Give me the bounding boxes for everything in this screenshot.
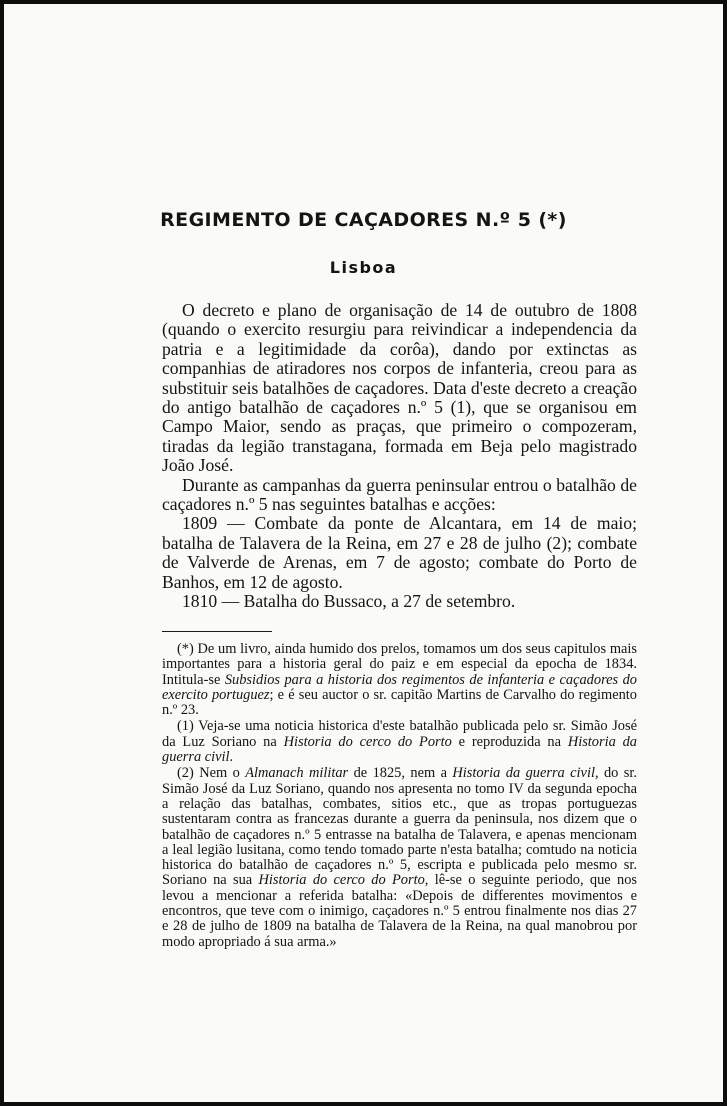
paragraph-1810: 1810 — Batalha do Bussaco, a 27 de setembro. (182, 591, 516, 612)
document-page (4, 4, 723, 1102)
footnote-divider (162, 631, 272, 632)
footnote-1: (1) Veja-se uma noticia historica d'este batalhão publicada pelo sr. Simão José da Luz Soriano na Historia do cerco do Porto e reproduzida na Historia da guerra civil. (162, 718, 638, 766)
page-title: REGIMENTO DE CAÇADORES N.º 5 (*) (160, 209, 567, 231)
location-subtitle: Lisboa (329, 258, 398, 277)
footnote-asterisk: (*) De um livro, ainda humido dos prelos, tomamos um dos seus capitulos mais importantes para a historia geral do paiz e em especial da epocha de 1834. Intitula-se Subsidios para a historia dos regimentos de infanteria e caçadores do exercito portuguez; e é seu auctor o sr. capitão Martins de Carvalho do regimento n.º 23. (162, 641, 638, 719)
paragraph-1809: 1809 — Combate da ponte de Alcantara, em 14 de maio; batalha de Talavera de la Reina, em 27 e 28 de julho (2); combate de Valverde de Arenas, em 7 de agosto; combate do Porto de Banhos, em 12 de agosto. (162, 513, 637, 592)
paragraph-campanhas: Durante as campanhas da guerra peninsular entrou o batalhão de caçadores n.º 5 nas seguintes batalhas e acções: (162, 474, 637, 515)
footnotes (162, 642, 637, 950)
main-text (162, 301, 637, 612)
footnote-2: (2) Nem o Almanach militar de 1825, nem a Historia da guerra civil, do sr. Simão José da Luz Soriano, quando nos apresenta no tomo IV da segunda epocha a relação das batalhas, combates, sitios etc., que as tropas portuguezas sustentaram contra as francezas durante a guerra da peninsula, nos dizem que o batalhão de caçadores n.º 5 entrasse na batalha de Talavera, e apenas mencionam a leal legião lusitana, como tendo tomado parte n'esta batalha; comtudo na noticia historica do batalhão de caçadores n.º 5, escripta e publicada pelo mesmo sr. Soriano na sua Historia do cerco do Porto, lê-se o seguinte periodo, que nos levou a mencionar a referida batalha: «Depois de differentes movimentos e encontros, que teve com o inimigo, caçadores n.º 5 entrou finalmente nos dias 27 e 28 de julho de 1809 na batalha de Talavera de la Reina, na qual manobrou por modo apropriado á sua arma.» (162, 765, 638, 950)
paragraph-decreto: O decreto e plano de organisação de 14 de outubro de 1808 (quando o exercito resurgiu para reivindicar a independencia da patria e a legitimidade da corôa), dando por extinctas as companhias de atiradores nos corpos de infanteria, creou para as substituir seis batalhões de caçadores. Data d'este decreto a creação do antigo batalhão de caçadores n.º 5 (1), que se organisou em Campo Maior, sendo as praças, que primeiro o compozeram, tiradas da legião transtagana, formada em Beja pelo magistrado João José. (162, 300, 637, 476)
